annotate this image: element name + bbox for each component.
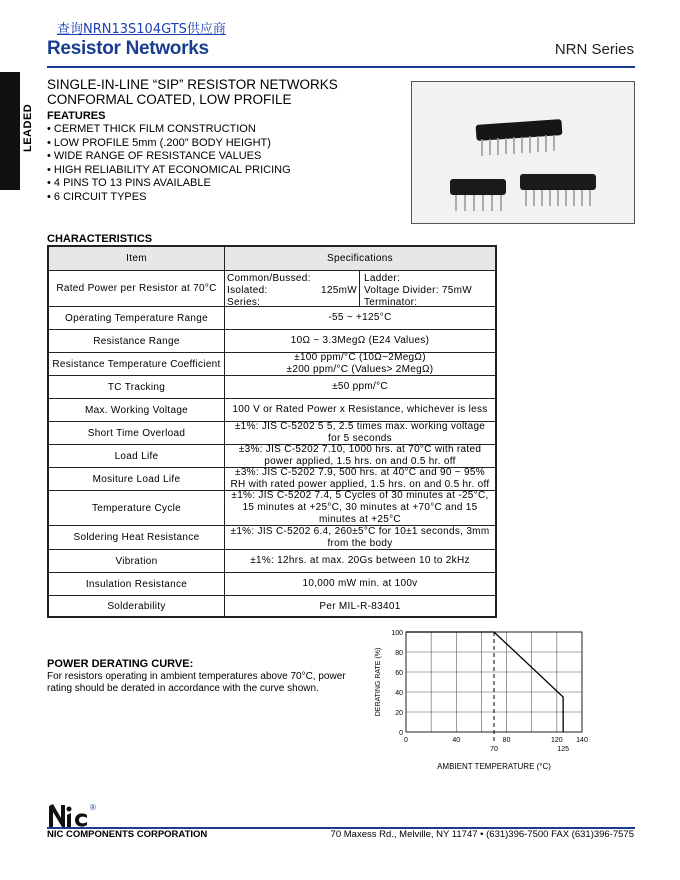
nic-logo-mark xyxy=(47,802,103,828)
y-tick-label: 80 xyxy=(395,650,403,657)
ladder-label: Ladder: xyxy=(364,273,401,284)
spec-line: RH with rated power applied, 1.5 hrs. on and 0.5 hr. off xyxy=(230,479,490,490)
rated-power-left xyxy=(225,271,360,306)
table-row xyxy=(49,270,495,306)
feature-item: • LOW PROFILE 5mm (.200" BODY HEIGHT) xyxy=(47,136,271,149)
spec-line: ±50 ppm/°C xyxy=(332,381,388,392)
characteristics-table xyxy=(47,245,497,618)
isolated-value: 125mW xyxy=(321,285,357,296)
derating-text-line: For resistors operating in ambient temperatures above 70°C, power xyxy=(47,671,346,682)
isolated-label: Isolated: xyxy=(227,285,268,296)
item-cell: TC Tracking xyxy=(49,376,225,398)
table-row xyxy=(49,595,495,617)
feature-item: • HIGH RELIABILITY AT ECONOMICAL PRICING xyxy=(47,163,291,176)
spec-line: for 5 seconds xyxy=(328,433,392,444)
headline-line-1: SINGLE-IN-LINE “SIP” RESISTOR NETWORKS xyxy=(47,77,338,92)
features-title: FEATURES xyxy=(47,110,106,122)
terminator-label: Terminator: xyxy=(364,297,418,308)
table-row xyxy=(49,525,495,549)
series-label: NRN Series xyxy=(554,41,634,58)
x-tick-label-secondary: 125 xyxy=(557,746,569,753)
features-list xyxy=(47,123,291,204)
item-cell: Resistance Temperature Coefficient xyxy=(49,353,225,375)
y-tick-label: 100 xyxy=(391,630,403,637)
spec-line: 10,000 mW min. at 100v xyxy=(302,578,418,589)
item-cell: Max. Working Voltage xyxy=(49,399,225,421)
header-item: Item xyxy=(49,247,225,270)
y-axis-label: DERATING RATE (%) xyxy=(375,647,382,717)
spec-cell xyxy=(225,307,495,329)
spec-line: ±1%: 12hrs. at max. 20Gs between 10 to 2kHz xyxy=(250,555,470,566)
derating-chart xyxy=(368,626,608,781)
y-tick-label: 0 xyxy=(399,730,403,737)
spec-cell xyxy=(225,550,495,572)
registered-mark: ® xyxy=(90,803,96,812)
supplier-query-link[interactable]: 查询NRN13S104GTS供应商 xyxy=(57,22,226,37)
characteristics-title: CHARACTERISTICS xyxy=(47,233,153,245)
derating-description xyxy=(47,671,367,695)
x-tick-label: 40 xyxy=(452,737,461,744)
headline-line-2: CONFORMAL COATED, LOW PROFILE xyxy=(47,92,292,107)
spec-cell xyxy=(225,491,495,525)
feature-item: • WIDE RANGE OF RESISTANCE VALUES xyxy=(47,150,262,162)
y-tick-label: 60 xyxy=(395,670,403,677)
y-tick-label: 40 xyxy=(395,690,403,697)
product-photo xyxy=(411,81,635,224)
item-cell: Load Life xyxy=(49,445,225,467)
item-cell: Soldering Heat Resistance xyxy=(49,526,225,549)
spec-line: ±1%: JIS C-5202 6.4, 260±5°C for 10±1 seconds, 3mm xyxy=(230,525,490,537)
spec-cell xyxy=(225,468,495,490)
resistor-network-illustration xyxy=(412,82,634,223)
y-tick-label: 20 xyxy=(395,710,403,717)
item-cell: Rated Power per Resistor at 70°C xyxy=(49,271,225,306)
company-name: NIC COMPONENTS CORPORATION xyxy=(47,829,208,840)
spec-cell xyxy=(225,596,495,617)
spec-line: 100 V or Rated Power x Resistance, whichever is less xyxy=(232,404,488,415)
item-cell: Solderability xyxy=(49,596,225,617)
spec-line: ±3%: JIS C-5202 7.9, 500 hrs. at 40°C and 90 ~ 95% xyxy=(235,467,485,478)
item-cell: Resistance Range xyxy=(49,330,225,352)
page-title: Resistor Networks xyxy=(47,38,209,59)
table-row xyxy=(49,444,495,467)
table-row xyxy=(49,375,495,398)
table-row xyxy=(49,572,495,595)
spec-cell xyxy=(225,573,495,595)
spec-cell xyxy=(225,353,495,375)
rated-power-right xyxy=(360,271,495,306)
item-cell: Mositure Load Life xyxy=(49,468,225,490)
spec-cell xyxy=(225,526,495,549)
feature-item: • 4 PINS TO 13 PINS AVAILABLE xyxy=(47,177,211,189)
product-headline xyxy=(47,77,338,107)
spec-cell xyxy=(225,376,495,398)
x-tick-label: 120 xyxy=(551,737,563,744)
item-cell: Vibration xyxy=(49,550,225,572)
table-row xyxy=(49,306,495,329)
derating-chart-svg xyxy=(368,626,608,776)
side-tab-label: LEADED xyxy=(22,103,34,152)
spec-line: Per MIL-R-83401 xyxy=(319,600,401,612)
series-circuit-label: Series: xyxy=(227,297,261,308)
feature-item: • CERMET THICK FILM CONSTRUCTION xyxy=(47,123,256,135)
table-row xyxy=(49,549,495,572)
x-tick-label: 140 xyxy=(576,737,588,744)
spec-cell xyxy=(225,399,495,421)
spec-line: -55 ~ +125°C xyxy=(328,312,392,323)
derating-text-line: rating should be derated in accordance with the curve shown. xyxy=(47,683,319,694)
item-cell: Operating Temperature Range xyxy=(49,307,225,329)
spec-line: ±3%: JIS C-5202 7.10, 1000 hrs. at 70°C with rated xyxy=(238,444,482,455)
header-specifications: Specifications xyxy=(327,252,393,264)
x-tick-label: 0 xyxy=(404,737,408,744)
header-rule xyxy=(47,66,635,68)
common-bussed-label: Common/Bussed: xyxy=(227,273,311,284)
table-row xyxy=(49,398,495,421)
spec-cell xyxy=(225,330,495,352)
derating-title: POWER DERATING CURVE: xyxy=(47,658,194,670)
side-tab xyxy=(0,72,20,190)
spec-line: from the body xyxy=(327,537,393,549)
spec-line: minutes at +25°C xyxy=(319,514,401,525)
spec-line: ±1%: JIS C-5202 7.4, 5 Cycles of 30 minutes at -25°C, xyxy=(231,490,489,501)
item-cell: Insulation Resistance xyxy=(49,573,225,595)
derating-curve-line xyxy=(406,632,563,732)
table-header-row xyxy=(49,247,495,270)
spec-cell xyxy=(225,445,495,467)
voltage-divider-label: Voltage Divider: 75mW xyxy=(364,285,473,296)
spec-line: 15 minutes at +25°C, 30 minutes at +70°C and 15 xyxy=(242,502,478,513)
spec-line: power applied, 1.5 hrs. on and 0.5 hr. off xyxy=(264,456,456,467)
table-row xyxy=(49,490,495,525)
feature-item: • 6 CIRCUIT TYPES xyxy=(47,190,147,203)
item-cell: Short Time Overload xyxy=(49,422,225,444)
table-row xyxy=(49,467,495,490)
x-tick-label: 80 xyxy=(502,737,511,744)
table-row xyxy=(49,329,495,352)
spec-line: ±1%: JIS C-5202 5 5, 2.5 times max. working voltage xyxy=(234,421,486,432)
table-row xyxy=(49,352,495,375)
x-axis-label: AMBIENT TEMPERATURE (°C) xyxy=(437,762,551,771)
item-cell: Temperature Cycle xyxy=(49,491,225,525)
company-address: 70 Maxess Rd., Melville, NY 11747 • (631)396-7500 FAX (631)396-7575 xyxy=(330,829,634,840)
spec-cell xyxy=(225,422,495,444)
spec-line: 10Ω ~ 3.3MegΩ (E24 Values) xyxy=(290,335,430,346)
x-tick-label-secondary: 70 xyxy=(490,746,498,753)
spec-line: ±100 ppm/°C (10Ω~2MegΩ) xyxy=(294,352,426,363)
spec-line: ±200 ppm/°C (Values> 2MegΩ) xyxy=(286,364,434,375)
table-row xyxy=(49,421,495,444)
